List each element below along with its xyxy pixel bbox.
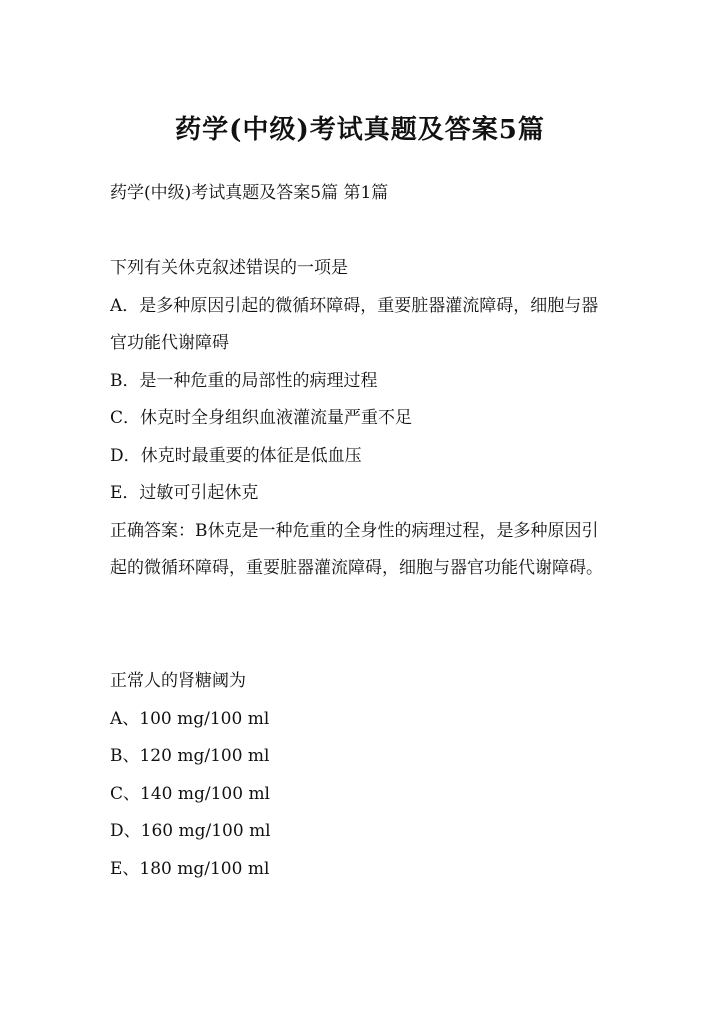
document-title: 药学(中级)考试真题及答案5篇 [175, 115, 545, 145]
question-1-option-e: E．过敏可引起休克 [110, 483, 259, 503]
question-2-option-b: B、120 mg/100 ml [110, 746, 270, 766]
question-1-option-c: C．休克时全身组织血液灌流量严重不足 [110, 408, 413, 428]
question-1 [110, 250, 615, 588]
question-1-option-d: D．休克时最重要的体征是低血压 [110, 445, 362, 466]
question-2-option-c: C、140 mg/100 ml [110, 783, 270, 804]
question-1-stem: 下列有关休克叙述错误的一项是 [110, 258, 348, 278]
document-subtitle: 药学(中级)考试真题及答案5篇 第1篇 [110, 183, 389, 203]
question-2-option-e: E、180 mg/100 ml [110, 858, 270, 879]
question-1-option-a: A．是多种原因引起的微循环障碍，重要脏器灌流障碍，细胞与器官功能代谢障碍 [110, 295, 599, 353]
question-1-answer: 正确答案：B休克是一种危重的全身性的病理过程，是多种原因引起的微循环障碍，重要脏器灌流障碍，细胞与器官功能代谢障碍。 [110, 520, 603, 578]
question-2-option-d: D、160 mg/100 ml [110, 821, 271, 841]
question-1-option-b: B．是一种危重的局部性的病理过程 [110, 370, 378, 391]
question-2-stem: 正常人的肾糖阈为 [110, 671, 246, 691]
question-2-option-a: A、100 mg/100 ml [110, 708, 270, 729]
question-2 [110, 663, 615, 888]
